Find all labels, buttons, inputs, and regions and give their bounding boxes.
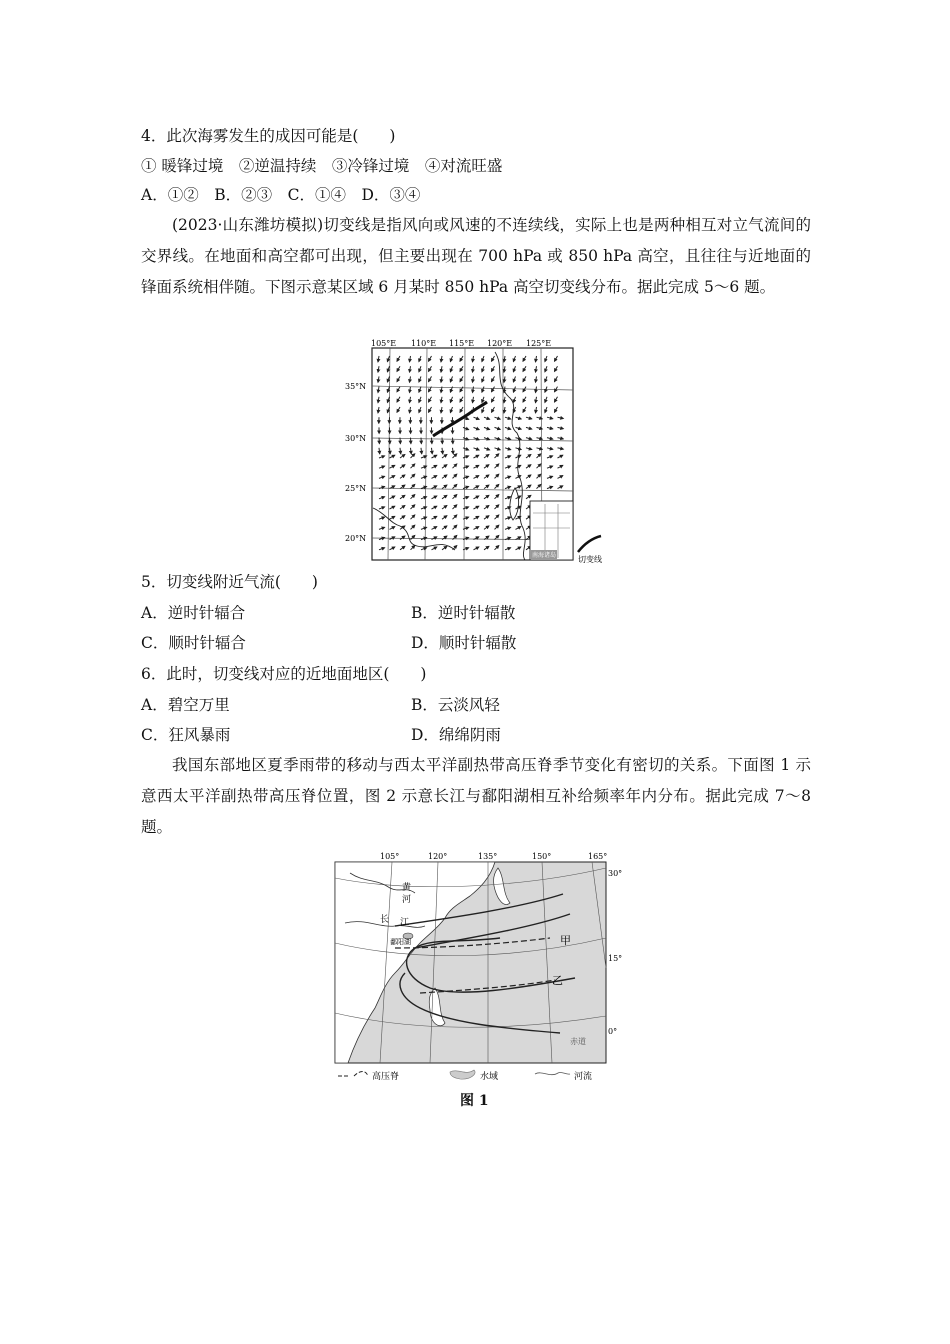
wind-shear-map — [345, 338, 613, 566]
lon-label: 120°E — [487, 339, 513, 348]
place-label-yi: 乙 — [552, 974, 563, 987]
lat-label: 30°N — [345, 434, 367, 443]
lon-label: 135° — [478, 852, 498, 861]
q5-option-a[interactable]: A．逆时针辐合 — [141, 604, 246, 622]
legend-shear-line — [578, 536, 601, 552]
place-label-jia: 甲 — [560, 934, 571, 947]
lon-label: 105°E — [371, 339, 397, 348]
legend-ridge-symbol — [338, 1072, 368, 1077]
lat-label: 20°N — [345, 534, 367, 543]
lon-label: 150° — [532, 852, 552, 861]
map2-lat-labels — [608, 869, 622, 1036]
lat-label: 25°N — [345, 484, 367, 493]
q5-option-d[interactable]: D．顺时针辐散 — [411, 634, 517, 652]
lon-label: 110°E — [411, 339, 437, 348]
ridge-map-svg — [320, 848, 630, 1088]
legend-water-symbol — [450, 1070, 475, 1079]
place-label: 长 — [380, 915, 390, 925]
wind-arrow — [442, 448, 443, 454]
wind-arrow — [421, 448, 422, 454]
equator-label: 赤道 — [570, 1037, 586, 1046]
wind-map-svg — [345, 338, 613, 566]
figure-1-caption: 图 1 — [460, 1093, 489, 1109]
lon-label: 115°E — [449, 339, 475, 348]
legend-river-label: 河流 — [574, 1072, 593, 1082]
lat-label: 15° — [608, 954, 623, 963]
place-label: 鄱阳湖 — [390, 938, 411, 946]
q4-options: A．①② B．②③ C．①④ D．③④ — [141, 186, 421, 204]
inset-label: 南海诸岛 — [531, 552, 557, 559]
q5-stem: 5．切变线附近气流( ) — [141, 573, 318, 591]
lat-label: 30° — [608, 869, 623, 878]
wind-arrow — [390, 448, 391, 454]
q6-option-a[interactable]: A．碧空万里 — [141, 696, 230, 714]
lon-labels — [371, 339, 551, 348]
place-label: 江 — [400, 918, 410, 928]
wind-arrow — [453, 448, 454, 454]
q5-option-b[interactable]: B．逆时针辐散 — [411, 604, 516, 622]
legend-ridge-label: 高压脊 — [372, 1072, 400, 1082]
intro-paragraph-1: (2023·山东潍坊模拟)切变线是指风向或风速的不连续线，实际上也是两种相互对立气流间的交界线。在地面和高空都可出现，但主要出现在 700 hPa 或 850 hPa 高空，且往往与近地面的锋面系统相伴随。下图示意某区域 6 月某时 850 hPa 高空切变线分布。据此完成 5～6 题。 — [141, 216, 811, 296]
lon-label: 125°E — [526, 339, 552, 348]
lat-label: 0° — [608, 1027, 618, 1036]
wind-arrow — [400, 448, 401, 454]
wind-arrow — [411, 448, 412, 454]
subtropical-high-map — [320, 848, 630, 1088]
legend-river-symbol — [535, 1072, 570, 1074]
wind-arrow — [432, 448, 433, 454]
lon-label: 120° — [428, 852, 448, 861]
q6-option-b[interactable]: B．云淡风轻 — [411, 696, 500, 714]
lat-label: 35°N — [345, 382, 367, 391]
place-label: 河 — [402, 895, 412, 905]
intro-paragraph-2: 我国东部地区夏季雨带的移动与西太平洋副热带高压脊季节变化有密切的关系。下面图 1 示意西太平洋副热带高压脊位置，图 2 示意长江与鄱阳湖相互补给频率年内分布。据此完成 7～8 题。 — [141, 756, 811, 836]
map2-lon-labels — [380, 852, 607, 861]
q4-stem: 4．此次海雾发生的成因可能是( ) — [141, 127, 396, 145]
q5-option-c[interactable]: C．顺时针辐合 — [141, 634, 246, 652]
wind-arrow — [379, 448, 380, 454]
q6-stem: 6．此时，切变线对应的近地面地区( ) — [141, 665, 427, 683]
legend-shear-label: 切变线 — [578, 555, 602, 564]
q6-option-c[interactable]: C．狂风暴雨 — [141, 726, 231, 744]
lon-label: 105° — [380, 852, 400, 861]
q4-factors: ① 暖锋过境 ②逆温持续 ③冷锋过境 ④对流旺盛 — [141, 157, 503, 175]
lon-label: 165° — [588, 852, 608, 861]
place-label: 黄 — [402, 883, 412, 893]
legend-water-label: 水域 — [480, 1072, 499, 1082]
lat-labels — [345, 382, 366, 543]
q6-option-d[interactable]: D．绵绵阴雨 — [411, 726, 501, 744]
